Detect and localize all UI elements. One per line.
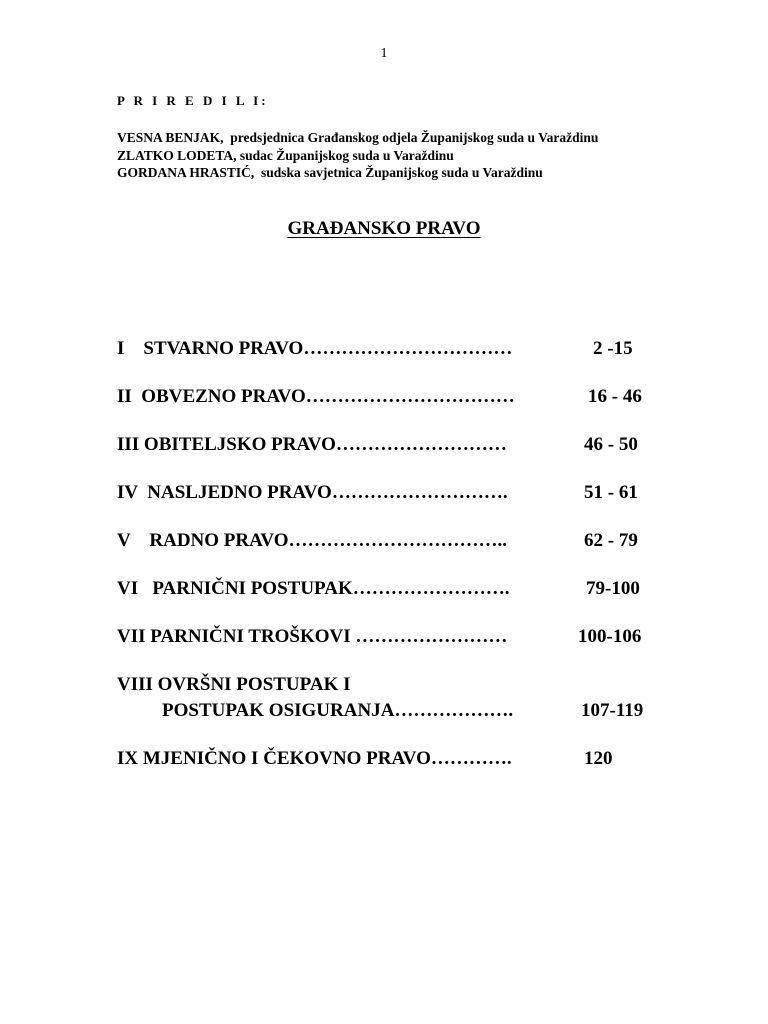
document-title [0,218,768,240]
author-line: ZLATKO LODETA, sudac Županijskog suda u Varaždinu [117,147,454,163]
toc-entry-label: VIII OVRŠNI POSTUPAK I [117,674,351,695]
document-title-text: GRAĐANSKO PRAVO [287,218,481,239]
toc-entry-label: V RADNO PRAVO…………………………….. [117,530,508,551]
toc-entry [117,528,677,554]
toc-entry-pages: 107-119 [581,700,644,721]
toc-entry [117,480,677,506]
toc-entry [117,384,677,410]
toc-entry [117,432,677,458]
toc-entry-pages: 100-106 [578,626,642,647]
toc-entry-label-continued: POSTUPAK OSIGURANJA………………. [162,700,514,721]
toc-entry [117,746,677,772]
toc-entry [117,672,677,724]
toc-entry [117,624,677,650]
author-line: GORDANA HRASTIĆ, sudska savjetnica Županijskog suda u Varaždinu [117,165,543,180]
table-of-contents [117,336,677,794]
toc-entry [117,336,677,362]
toc-entry-pages: 120 [584,748,613,769]
toc-entry-pages: 46 - 50 [584,434,638,455]
prepared-by-label: P R I R E D I L I: [117,93,269,108]
toc-entry [117,576,677,602]
toc-entry-pages: 79-100 [586,578,640,599]
toc-entry-pages: 51 - 61 [584,482,638,503]
toc-entry-label: II OBVEZNO PRAVO…………………………… [117,386,515,407]
toc-entry-label: VII PARNIČNI TROŠKOVI …………………… [117,626,508,647]
authors-block [117,129,637,182]
author-line: VESNA BENJAK, predsjednica Građanskog odjela Županijskog suda u Varaždinu [117,130,599,145]
page-number: 1 [380,46,388,61]
toc-entry-pages: 62 - 79 [584,530,638,551]
toc-entry-label: I STVARNO PRAVO…………………………… [117,338,513,359]
toc-entry-label: IX MJENIČNO I ČEKOVNO PRAVO…………. [117,748,512,769]
toc-entry-label: III OBITELJSKO PRAVO……………………… [117,434,507,455]
toc-entry-pages: 16 - 46 [588,386,642,407]
toc-entry-pages: 2 -15 [593,338,633,359]
toc-entry-label: VI PARNIČNI POSTUPAK……………………. [117,578,510,599]
toc-entry-label: IV NASLJEDNO PRAVO………………………. [117,482,508,503]
